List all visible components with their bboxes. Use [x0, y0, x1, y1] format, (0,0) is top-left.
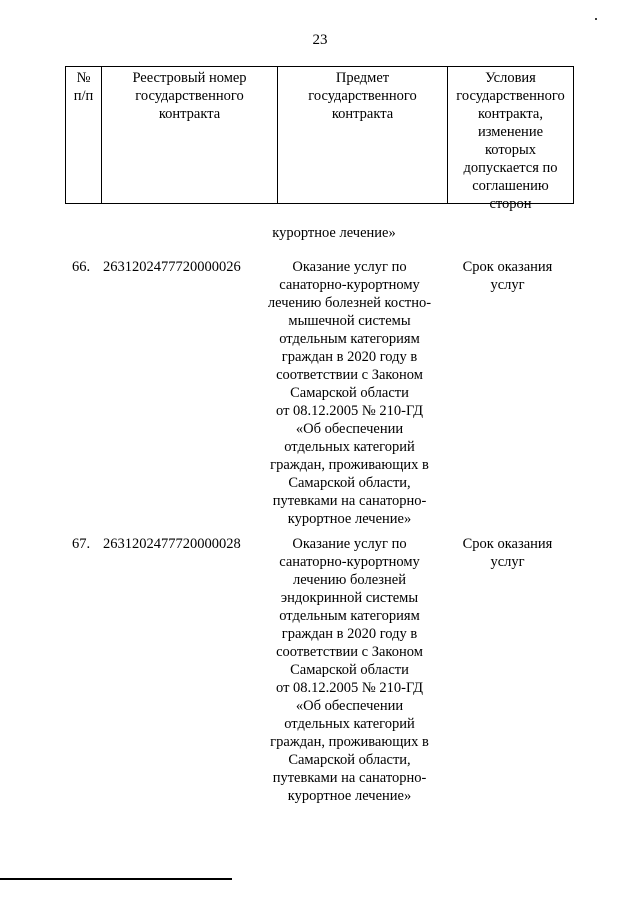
header-conditions-line: сторон: [489, 196, 532, 212]
condition-line: услуг: [490, 277, 525, 293]
subject-line: путевками на санаторно-: [272, 770, 427, 786]
header-registry-line: контракта: [158, 106, 221, 122]
subject-line: граждан в 2020 году в: [281, 626, 418, 642]
header-registry-line: государственного: [135, 88, 244, 104]
subject-line: соответствии с Законом: [276, 644, 423, 660]
row-number: 67.: [72, 536, 91, 552]
subject-line: граждан, проживающих в: [270, 734, 429, 750]
header-conditions-cell: [447, 67, 573, 212]
subject-line: лечению болезней: [293, 572, 406, 588]
subject-line: соответствии с Законом: [276, 367, 423, 383]
scan-speck: [595, 18, 597, 20]
subject-line: Оказание услуг по: [292, 536, 407, 552]
footer-rule: [0, 878, 232, 880]
condition-line: Срок оказания: [462, 536, 553, 552]
change-conditions: [445, 535, 570, 571]
header-registry-cell: [101, 67, 277, 203]
header-conditions-line: контракта,: [478, 106, 543, 122]
header-registry-line: Реестровый номер: [132, 70, 247, 86]
registry-number: 2631202477720000028: [103, 536, 241, 552]
header-subject-line: контракта: [331, 106, 394, 122]
condition-line: услуг: [490, 554, 525, 570]
subject-line: санаторно-курортному: [279, 277, 420, 293]
subject-line: от 08.12.2005 № 210-ГД: [276, 680, 423, 696]
subject-line: отдельным категориям: [279, 608, 420, 624]
contract-subject: [257, 535, 442, 805]
row-number: 66.: [72, 259, 91, 275]
subject-line: граждан, проживающих в: [270, 457, 429, 473]
header-subject-line: государственного: [308, 88, 417, 104]
change-conditions: [445, 258, 570, 294]
header-number-line: №: [76, 70, 91, 86]
header-number-cell: [66, 67, 101, 203]
subject-line: Самарской области,: [288, 475, 411, 491]
subject-line: лечению болезней костно-: [267, 295, 432, 311]
subject-line: Самарской области,: [288, 752, 411, 768]
continuation-text: курортное лечение»: [272, 225, 396, 241]
condition-line: Срок оказания: [462, 259, 553, 275]
subject-line: санаторно-курортному: [279, 554, 420, 570]
header-conditions-line: Условия: [485, 70, 536, 86]
subject-line: путевками на санаторно-: [272, 493, 427, 509]
subject-line: эндокринной системы: [280, 590, 419, 606]
page-number: 23: [312, 32, 328, 48]
subject-line: Самарской области: [290, 662, 409, 678]
subject-line: курортное лечение»: [287, 788, 412, 804]
registry-number: 2631202477720000026: [103, 259, 241, 275]
header-conditions-line: изменение: [477, 124, 544, 140]
subject-line: мышечной системы: [288, 313, 411, 329]
header-number-line: п/п: [73, 88, 94, 104]
subject-line: Самарской области: [290, 385, 409, 401]
subject-line: отдельным категориям: [279, 331, 420, 347]
contract-subject: [257, 258, 442, 528]
subject-line: «Об обеспечении: [295, 698, 404, 714]
subject-line: отдельных категорий: [284, 716, 415, 732]
subject-line: «Об обеспечении: [295, 421, 404, 437]
subject-line: курортное лечение»: [287, 511, 412, 527]
subject-line: Оказание услуг по: [292, 259, 407, 275]
header-conditions-line: государственного: [456, 88, 565, 104]
subject-line: от 08.12.2005 № 210-ГД: [276, 403, 423, 419]
header-subject-cell: [277, 67, 447, 203]
subject-line: отдельных категорий: [284, 439, 415, 455]
subject-line: граждан в 2020 году в: [281, 349, 418, 365]
header-subject-line: Предмет: [335, 70, 390, 86]
header-conditions-line: допускается по: [463, 160, 558, 176]
table-header: [65, 66, 574, 212]
header-conditions-line: которых: [484, 142, 536, 158]
header-conditions-line: соглашению: [472, 178, 549, 194]
